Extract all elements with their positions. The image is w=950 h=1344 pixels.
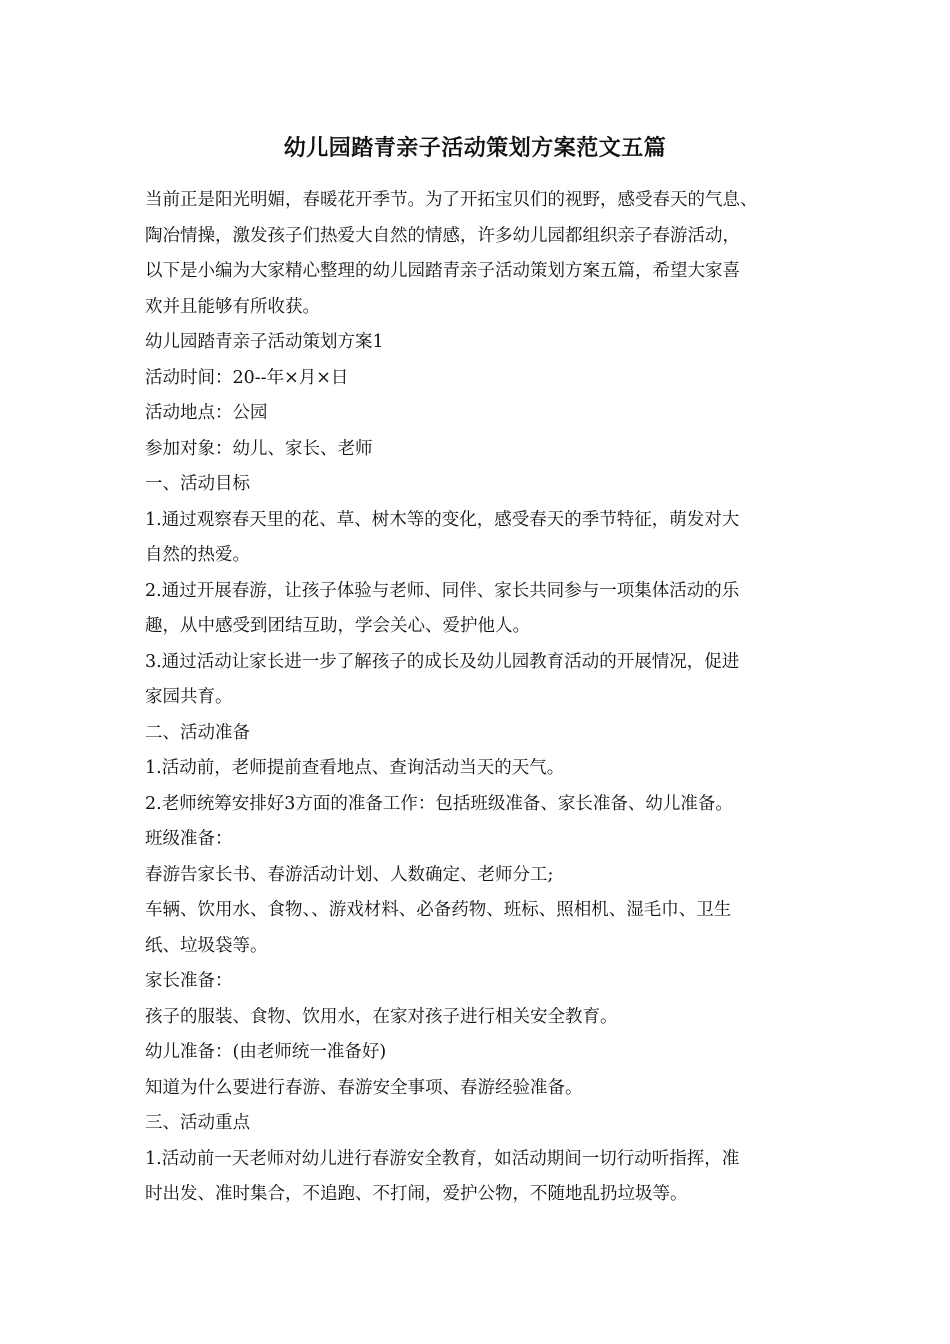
body-line: 班级准备： xyxy=(145,829,233,849)
body-line: 1.通过观察春天里的花、草、树木等的变化，感受春天的季节特征，萌发对大 xyxy=(145,509,740,530)
body-line: 时出发、准时集合，不追跑、不打闹，爱护公物，不随地乱扔垃圾等。 xyxy=(145,1184,688,1204)
section-heading: 二、活动准备 xyxy=(145,722,250,743)
body-line: 1.活动前一天老师对幼儿进行春游安全教育，如活动期间一切行动听指挥，准 xyxy=(145,1148,740,1169)
body-line: 幼儿准备：(由老师统一准备好) xyxy=(145,1042,387,1062)
body-line: 纸、垃圾袋等。 xyxy=(145,935,268,956)
body-line: 春游告家长书、春游活动计划、人数确定、老师分工; xyxy=(145,864,554,885)
body-line: 家园共育。 xyxy=(145,687,233,707)
body-line: 参加对象：幼儿、家长、老师 xyxy=(145,438,373,459)
body-line: 自然的热爱。 xyxy=(145,545,250,565)
body-line: 知道为什么要进行春游、春游安全事项、春游经验准备。 xyxy=(145,1077,583,1098)
body-line: 活动地点：公园 xyxy=(145,403,268,423)
body-line: 车辆、饮用水、食物、、游戏材料、必备药物、班标、照相机、湿毛巾、卫生 xyxy=(145,900,732,920)
body-line: 陶冶情操，激发孩子们热爱大自然的情感，许多幼儿园都组织亲子春游活动， xyxy=(145,225,740,246)
document-title: 幼儿园踏青亲子活动策划方案范文五篇 xyxy=(283,135,667,161)
body-line: 当前正是阳光明媚，春暖花开季节。为了开拓宝贝们的视野，感受春天的气息、 xyxy=(145,190,758,210)
section-heading: 三、活动重点 xyxy=(145,1113,250,1133)
section-heading: 幼儿园踏青亲子活动策划方案1 xyxy=(145,332,384,352)
body-line: 孩子的服装、食物、饮用水，在家对孩子进行相关安全教育。 xyxy=(145,1006,618,1027)
body-line: 2.老师统筹安排好3方面的准备工作：包括班级准备、家长准备、幼儿准备。 xyxy=(145,793,733,814)
body-line: 欢并且能够有所收获。 xyxy=(145,296,320,317)
body-line: 活动时间：20--年×月×日 xyxy=(145,367,349,388)
body-line: 3.通过活动让家长进一步了解孩子的成长及幼儿园教育活动的开展情况，促进 xyxy=(145,651,740,672)
body-line: 家长准备： xyxy=(145,971,233,991)
document-body xyxy=(145,183,830,1213)
body-line: 以下是小编为大家精心整理的幼儿园踏青亲子活动策划方案五篇，希望大家喜 xyxy=(145,261,740,281)
section-heading: 一、活动目标 xyxy=(145,474,250,494)
body-line: 2.通过开展春游，让孩子体验与老师、同伴、家长共同参与一项集体活动的乐 xyxy=(145,580,740,601)
body-line: 1.活动前，老师提前查看地点、查询活动当天的天气。 xyxy=(145,758,565,778)
body-line: 趣，从中感受到团结互助，学会关心、爱护他人。 xyxy=(145,616,530,636)
